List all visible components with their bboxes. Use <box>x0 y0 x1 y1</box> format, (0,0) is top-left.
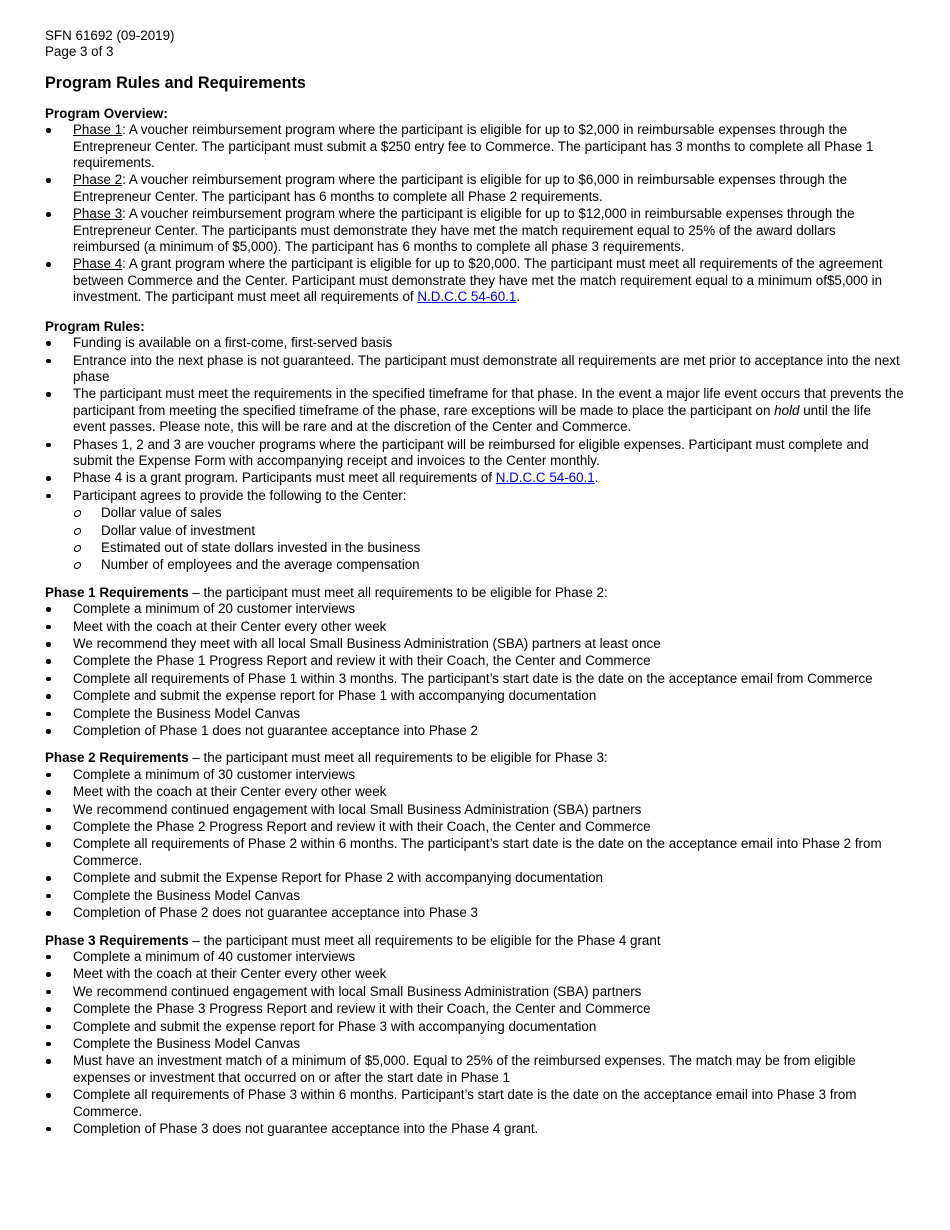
list-item: Phase 2: A voucher reimbursement program where the participant is eligible for up to $6,000 in reimbursable expenses through the Entrepreneur Center. The participant has 6 months to complete all Phase 2 requirements. <box>45 172 905 205</box>
bullet-icon <box>46 694 51 699</box>
phase2-list <box>45 767 905 922</box>
bullet-icon <box>46 262 51 267</box>
form-number: SFN 61692 (09-2019) <box>45 28 175 43</box>
bullet-icon <box>46 178 51 183</box>
rules-sub-list <box>45 505 905 574</box>
bullet-icon <box>46 842 51 847</box>
hollow-bullet-icon <box>73 510 82 517</box>
list-item: We recommend continued engagement with local Small Business Administration (SBA) partners <box>45 802 905 818</box>
bullet-icon <box>46 392 51 397</box>
phase3-heading: Phase 3 Requirements – the participant must meet all requirements to be eligible for the Phase 4 grant <box>45 932 661 948</box>
sub-list-item: Number of employees and the average compensation <box>45 557 905 573</box>
overview-list <box>45 122 905 305</box>
list-item: Complete the Phase 1 Progress Report and review it with their Coach, the Center and Commerce <box>45 653 905 669</box>
sub-list-item: Dollar value of investment <box>45 523 905 539</box>
bullet-icon <box>46 212 51 217</box>
page-number: Page 3 of 3 <box>45 44 114 60</box>
sub-list-item: Dollar value of sales <box>45 505 905 521</box>
phase2-heading: Phase 2 Requirements – the participant must meet all requirements to be eligible for Phase 3: <box>45 750 608 766</box>
hollow-bullet-icon <box>73 545 82 552</box>
document-page <box>45 28 905 1138</box>
hollow-bullet-icon <box>73 562 82 569</box>
bullet-icon <box>46 476 51 481</box>
list-item: Complete and submit the expense report for Phase 3 with accompanying documentation <box>45 1019 905 1035</box>
list-item: Complete the Phase 3 Progress Report and review it with their Coach, the Center and Commerce <box>45 1001 905 1017</box>
bullet-icon <box>46 990 51 995</box>
list-item: Phase 3: A voucher reimbursement program where the participant is eligible for up to $12,000 in reimbursable expenses through the Entrepreneur Center. The participants must demonstrate they have met the match requirement equal to 25% of the award dollars reimbursed (a minimum of $5,000). The participant has 6 months to complete all phase 3 requirements. <box>45 206 905 255</box>
bullet-icon <box>46 894 51 899</box>
overview-heading: Program Overview: <box>45 105 168 121</box>
list-item: Completion of Phase 1 does not guarantee acceptance into Phase 2 <box>45 723 905 739</box>
bullet-icon <box>46 808 51 813</box>
bullet-icon <box>46 494 51 499</box>
list-item: Complete all requirements of Phase 2 within 6 months. The participant’s start date is the date on the acceptance email into Phase 2 from Commerce. <box>45 836 905 869</box>
bullet-icon <box>46 1059 51 1064</box>
list-item: Complete and submit the expense report for Phase 1 with accompanying documentation <box>45 688 905 704</box>
list-item: Complete a minimum of 20 customer interviews <box>45 601 905 617</box>
list-item: Complete the Phase 2 Progress Report and review it with their Coach, the Center and Commerce <box>45 819 905 835</box>
bullet-icon <box>46 659 51 664</box>
phase1-heading: Phase 1 Requirements – the participant must meet all requirements to be eligible for Phase 2: <box>45 584 608 600</box>
list-item: Complete all requirements of Phase 3 within 6 months. Participant’s start date is the date on the acceptance email into Phase 3 from Commerce. <box>45 1087 905 1120</box>
list-item: Complete the Business Model Canvas <box>45 706 905 722</box>
list-item: Complete the Business Model Canvas <box>45 1036 905 1052</box>
list-item: Phase 4 is a grant program. Participants must meet all requirements of N.D.C.C 54-60.1. <box>45 470 905 486</box>
sub-list-item: Estimated out of state dollars invested in the business <box>45 540 905 556</box>
list-item: Complete all requirements of Phase 1 within 3 months. The participant’s start date is the date on the acceptance email from Commerce <box>45 671 905 687</box>
page-title: Program Rules and Requirements <box>45 73 306 92</box>
list-item: Meet with the coach at their Center every other week <box>45 619 905 635</box>
list-item: Phase 1: A voucher reimbursement program where the participant is eligible for up to $2,000 in reimbursable expenses through the Entrepreneur Center. The participant must submit a $250 entry fee to Commerce. The participant has 3 months to complete all Phase 1 requirements. <box>45 122 905 171</box>
list-item: Funding is available on a first-come, first-served basis <box>45 335 905 351</box>
list-item: Complete and submit the Expense Report for Phase 2 with accompanying documentation <box>45 870 905 886</box>
bullet-icon <box>46 1025 51 1030</box>
list-item: Complete a minimum of 40 customer interviews <box>45 949 905 965</box>
hollow-bullet-icon <box>73 528 82 535</box>
bullet-icon <box>46 773 51 778</box>
bullet-icon <box>46 825 51 830</box>
list-item: Complete the Business Model Canvas <box>45 888 905 904</box>
bullet-icon <box>46 1127 51 1132</box>
list-item: Meet with the coach at their Center every other week <box>45 966 905 982</box>
list-item: We recommend continued engagement with local Small Business Administration (SBA) partners <box>45 984 905 1000</box>
bullet-icon <box>46 359 51 364</box>
rules-list <box>45 335 905 504</box>
list-item: Completion of Phase 3 does not guarantee acceptance into the Phase 4 grant. <box>45 1121 905 1137</box>
list-item: The participant must meet the requirements in the specified timeframe for that phase. In the event a major life event occurs that prevents the participant from meeting the specified timeframe of the phase, rare exceptions will be made to place the participant on hold until the life event passes. Please note, this will be rare and at the discretion of the Center and Commerce. <box>45 386 905 435</box>
bullet-icon <box>46 1093 51 1098</box>
bullet-icon <box>46 729 51 734</box>
list-item: Phase 4: A grant program where the participant is eligible for up to $20,000. The participant must meet all requirements of the agreement between Commerce and the Center. Participant must demonstrate they have met the match requirement equal to a minimum of$5,000 in investment. The participant must meet all requirements of N.D.C.C 54-60.1. <box>45 256 905 305</box>
bullet-icon <box>46 607 51 612</box>
bullet-icon <box>46 443 51 448</box>
list-item: Must have an investment match of a minimum of $5,000. Equal to 25% of the reimbursed expenses. The match may be from eligible expenses or investment that occurred on or after the start date in Phase 1 <box>45 1053 905 1086</box>
list-item: We recommend they meet with all local Small Business Administration (SBA) partners at least once <box>45 636 905 652</box>
bullet-icon <box>46 341 51 346</box>
phase1-list <box>45 601 905 739</box>
rules-heading: Program Rules: <box>45 318 145 334</box>
bullet-icon <box>46 642 51 647</box>
bullet-icon <box>46 876 51 881</box>
list-item: Meet with the coach at their Center every other week <box>45 784 905 800</box>
bullet-icon <box>46 712 51 717</box>
bullet-icon <box>46 911 51 916</box>
phase3-list <box>45 949 905 1137</box>
bullet-icon <box>46 955 51 960</box>
ndcc-link[interactable]: N.D.C.C 54-60.1 <box>495 470 595 486</box>
list-item: Participant agrees to provide the following to the Center: <box>45 488 905 504</box>
bullet-icon <box>46 128 51 133</box>
bullet-icon <box>46 625 51 630</box>
list-item: Completion of Phase 2 does not guarantee acceptance into Phase 3 <box>45 905 905 921</box>
ndcc-link[interactable]: N.D.C.C 54-60.1 <box>417 289 517 305</box>
list-item: Complete a minimum of 30 customer interviews <box>45 767 905 783</box>
bullet-icon <box>46 972 51 977</box>
bullet-icon <box>46 677 51 682</box>
bullet-icon <box>46 790 51 795</box>
list-item: Entrance into the next phase is not guaranteed. The participant must demonstrate all requirements are met prior to acceptance into the next phase <box>45 353 905 386</box>
bullet-icon <box>46 1042 51 1047</box>
list-item: Phases 1, 2 and 3 are voucher programs where the participant will be reimbursed for eligible expenses. Participant must complete and submit the Expense Form with accompanying receipt and invoices to the Center monthly. <box>45 437 905 470</box>
bullet-icon <box>46 1007 51 1012</box>
